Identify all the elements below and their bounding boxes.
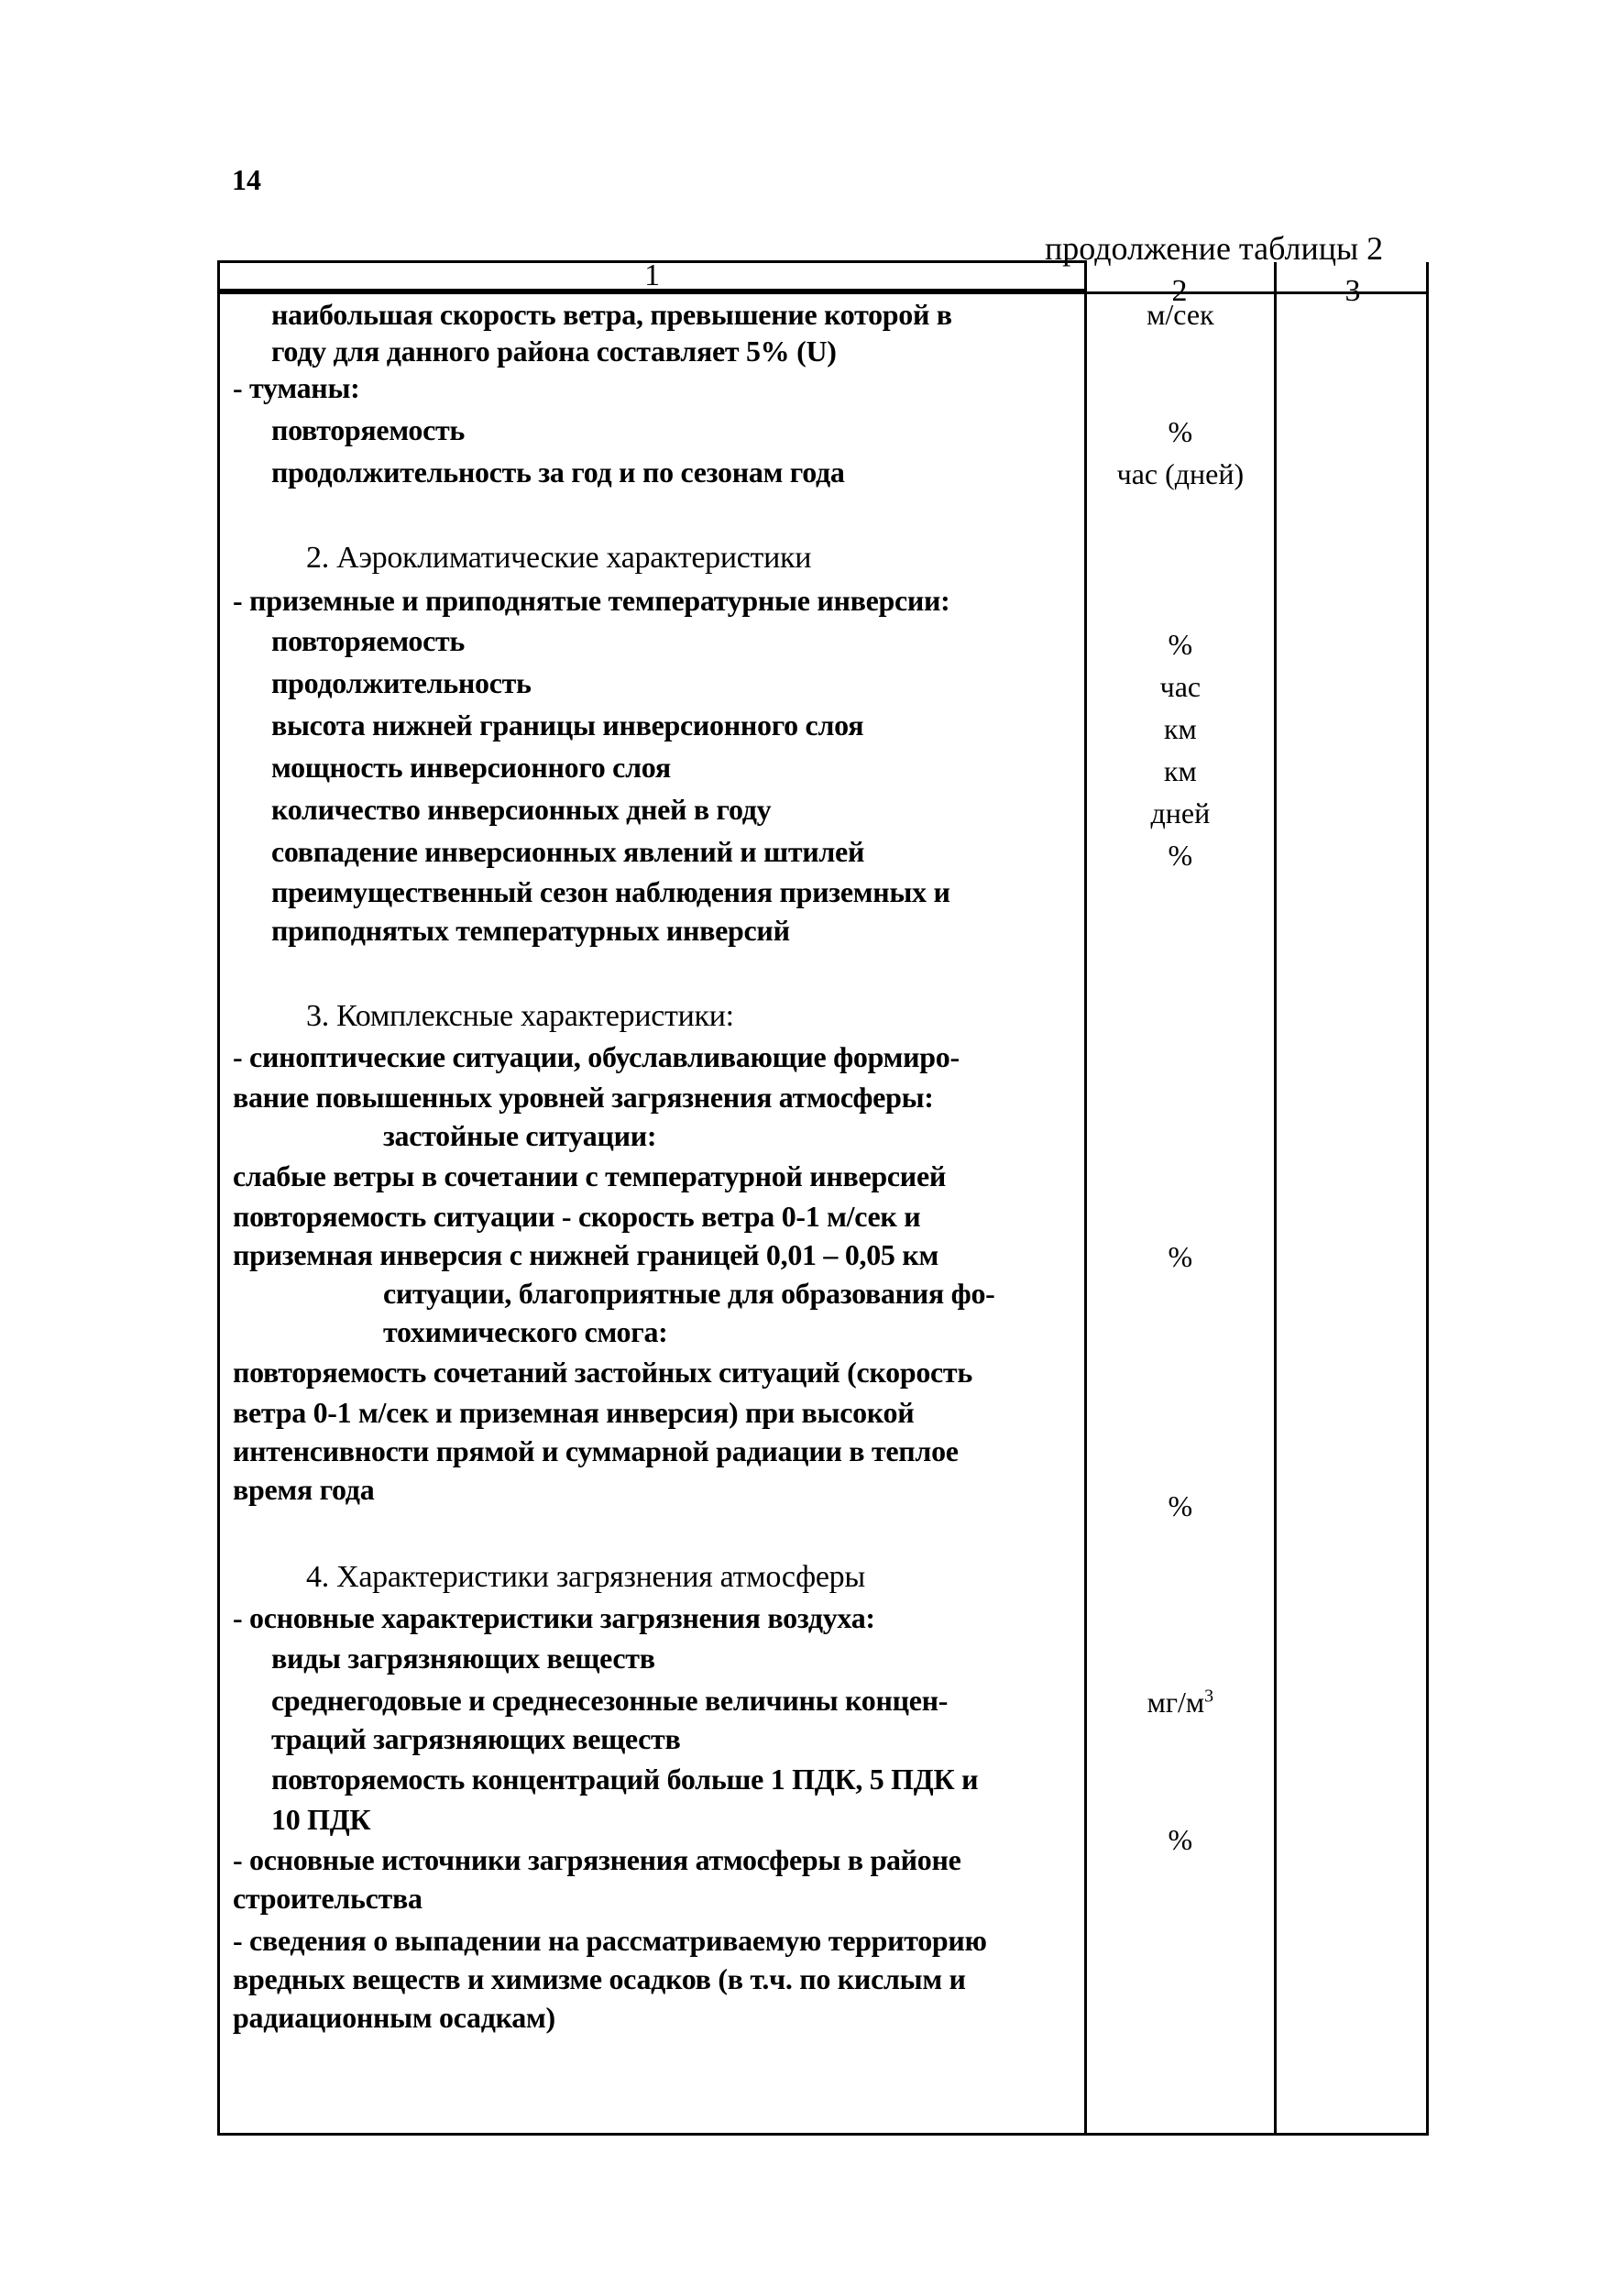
table-caption: продолжение таблицы 2 [1045, 230, 1384, 267]
header-col-2: 2 [1171, 274, 1188, 308]
row-line: вание повышенных уровней загрязнения атмосферы: [233, 1081, 934, 1114]
unit-mg-m: мг/м [1147, 1686, 1205, 1719]
row-line: - синоптические ситуации, обуславливающие формиро- [233, 1040, 960, 1073]
unit-value: % [1168, 628, 1193, 661]
row-line: повторяемость [271, 624, 466, 657]
row-line: наибольшая скорость ветра, превышение которой в [271, 298, 952, 331]
row-line: слабые ветры в сочетании с температурной инверсией [233, 1159, 946, 1192]
row-line: повторяемость концентраций больше 1 ПДК, 5 ПДК и [271, 1763, 979, 1796]
unit-value: % [1168, 415, 1193, 448]
row-line: вредных веществ и химизме осадков (в т.ч. по кислым и [233, 1962, 966, 1995]
unit-value: % [1168, 1240, 1193, 1273]
unit-value: % [1168, 839, 1193, 872]
row-line: преимущественный сезон наблюдения приземных и [271, 875, 950, 908]
row-line: высота нижней границы инверсионного слоя [271, 709, 864, 742]
row-line: продолжительность [271, 666, 532, 699]
row-line: среднегодовые и среднесезонные величины концен- [271, 1684, 949, 1717]
section-heading: 2. Аэроклиматические характеристики [306, 541, 812, 575]
row-line: - туманы: [233, 371, 360, 404]
unit-value: час (дней) [1116, 457, 1245, 490]
row-line: - основные характеристики загрязнения воздуха: [233, 1601, 875, 1634]
unit-value: км [1163, 712, 1197, 745]
row-line: траций загрязняющих веществ [271, 1722, 681, 1755]
section-heading: 3. Комплексные характеристики: [306, 999, 734, 1033]
unit-value: час [1159, 670, 1202, 703]
row-line: продолжительность за год и по сезонам года [271, 456, 845, 489]
header-col-1: 1 [219, 262, 1086, 291]
row-line: строительства [233, 1882, 422, 1915]
row-line: время года [233, 1473, 375, 1506]
unit-superscript: 3 [1204, 1686, 1214, 1707]
page-number: 14 [232, 163, 261, 196]
unit-value [1087, 1684, 1273, 1720]
row-line: 10 ПДК [271, 1803, 371, 1836]
row-line: ветра 0-1 м/сек и приземная инверсия) при высокой [233, 1396, 915, 1429]
row-line: ситуации, благоприятные для образования фо- [383, 1277, 995, 1310]
unit-value: % [1168, 1489, 1193, 1522]
row-line: мощность инверсионного слоя [271, 751, 671, 784]
row-line: совпадение инверсионных явлений и штилей [271, 835, 865, 868]
unit-value: км [1163, 754, 1197, 787]
row-line: застойные ситуации: [383, 1119, 657, 1152]
row-line: радиационным осадкам) [233, 2001, 555, 2034]
row-line: количество инверсионных дней в году [271, 793, 772, 826]
row-line: виды загрязняющих веществ [271, 1642, 655, 1675]
row-line: - основные источники загрязнения атмосферы в районе [233, 1843, 961, 1876]
row-line: приземная инверсия с нижней границей 0,01 – 0,05 км [233, 1238, 938, 1271]
row-line: - приземные и приподнятые температурные инверсии: [233, 584, 950, 617]
row-line: повторяемость [271, 413, 466, 446]
unit-value: м/сек [1147, 298, 1214, 331]
section-heading: 4. Характеристики загрязнения атмосферы [306, 1560, 865, 1594]
unit-value: % [1168, 1823, 1193, 1856]
row-line: интенсивности прямой и суммарной радиации в теплое [233, 1434, 959, 1467]
data-table [217, 260, 1429, 2136]
unit-value: дней [1150, 796, 1211, 829]
row-line: повторяемость сочетаний застойных ситуаций (скорость [233, 1356, 972, 1389]
row-line: приподнятых температурных инверсий [271, 914, 790, 947]
header-col-3: 3 [1344, 274, 1361, 308]
row-line: - сведения о выпадении на рассматриваемую территорию [233, 1924, 987, 1957]
row-line: повторяемость ситуации - скорость ветра 0-1 м/сек и [233, 1200, 921, 1233]
row-line: тохимического смога: [383, 1315, 668, 1348]
row-line: году для данного района составляет 5% (U) [271, 335, 837, 368]
